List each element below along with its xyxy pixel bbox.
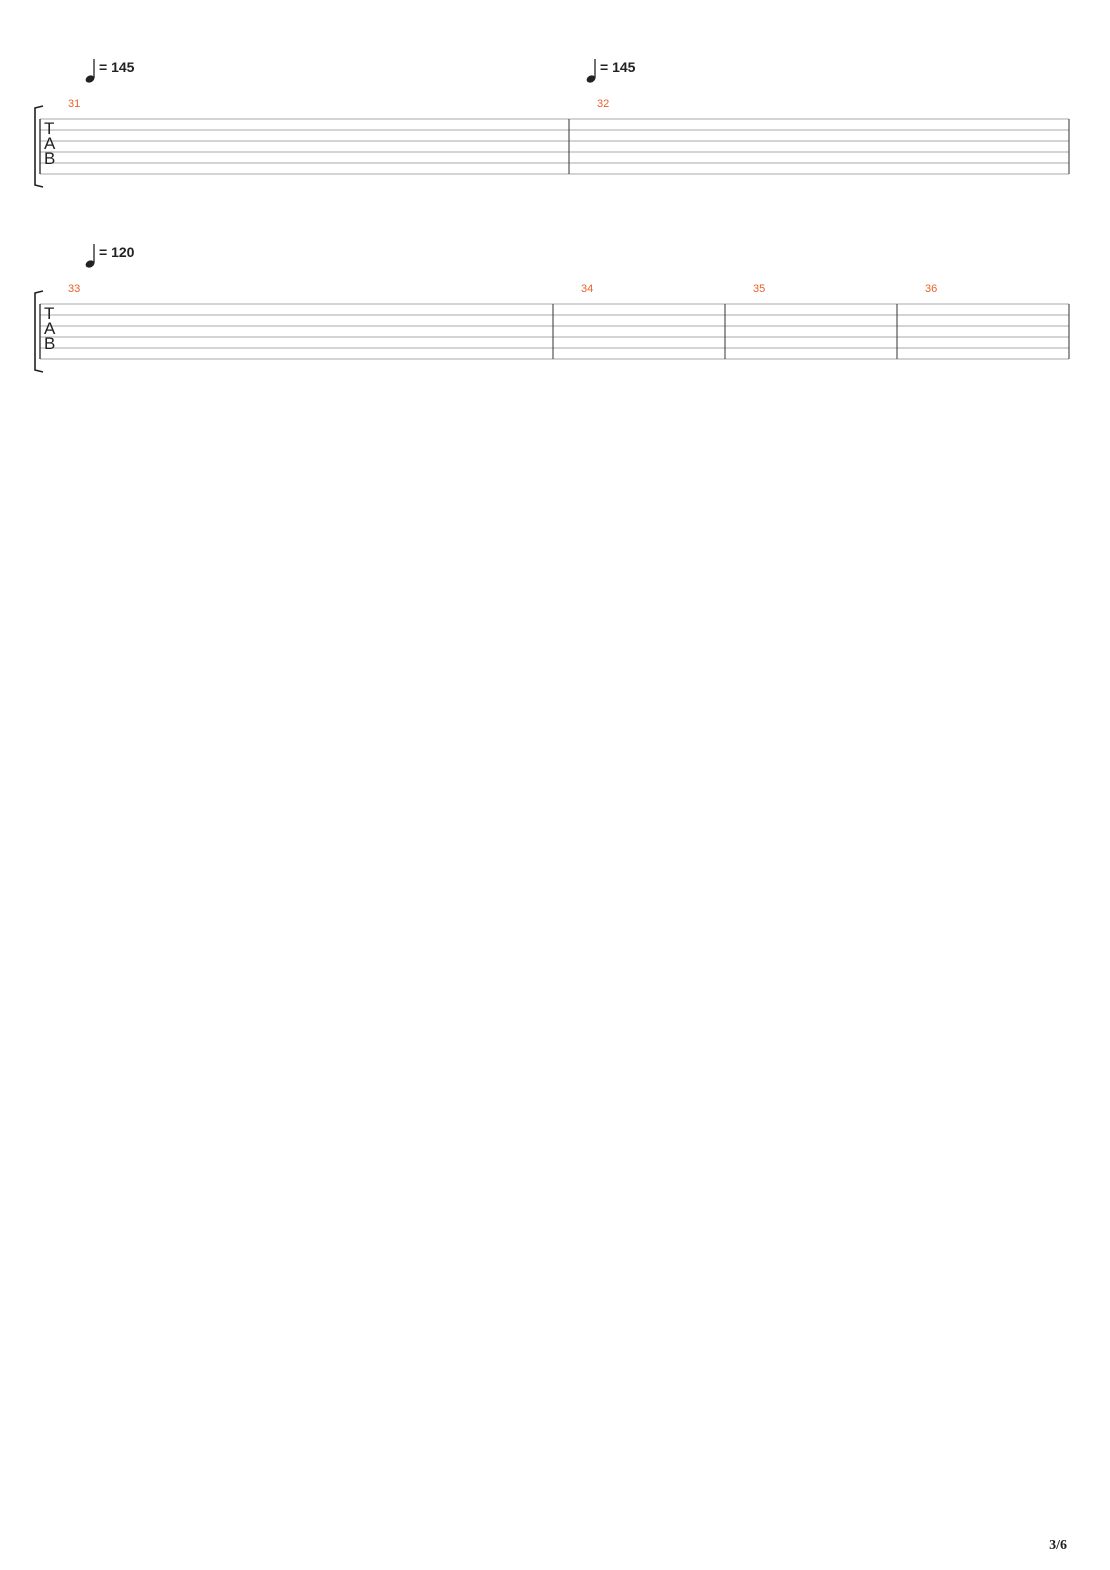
tempo-marking: = 145	[99, 59, 135, 75]
tab-clef-letter: A	[44, 319, 56, 338]
tab-clef-letter: B	[44, 334, 56, 353]
bar-number: 32	[597, 98, 610, 110]
tempo-marking: = 120	[99, 244, 135, 260]
system-bracket	[35, 291, 43, 372]
tab-clef-letter: T	[44, 304, 55, 323]
bar-number: 33	[68, 283, 81, 295]
bar-number: 34	[581, 283, 594, 295]
system-bracket	[35, 106, 43, 187]
bar-number: 36	[925, 283, 938, 295]
bar-number: 31	[68, 98, 81, 110]
tab-clef-letter: A	[44, 134, 56, 153]
tab-clef-letter: B	[44, 149, 56, 168]
tab-clef-letter: T	[44, 119, 55, 138]
tempo-marking: = 145	[600, 59, 636, 75]
bar-number: 35	[753, 283, 766, 295]
page-number: 3/6	[1049, 1538, 1067, 1553]
